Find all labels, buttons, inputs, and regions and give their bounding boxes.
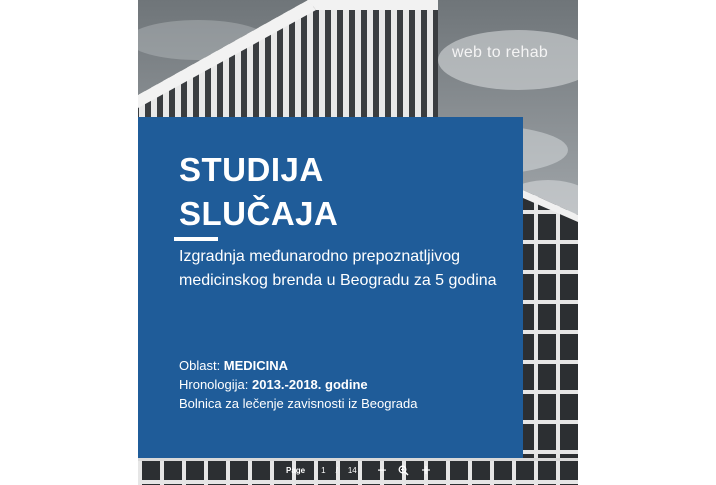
chronology-row (179, 375, 417, 394)
cover-panel (138, 117, 523, 458)
page-separator: / (335, 465, 338, 475)
case-study-meta (179, 356, 417, 413)
zoom-in-button[interactable] (419, 463, 433, 477)
chronology-label: Hronologija: (179, 377, 252, 392)
current-page-input[interactable]: 1 (321, 465, 326, 475)
logo-text-a: web to re (452, 44, 521, 61)
plus-icon (421, 465, 431, 475)
viewer-toolbar (286, 459, 441, 481)
logo-text-b: hab (520, 44, 549, 61)
document-page (138, 0, 578, 485)
title-line-1: STUDIJA (179, 151, 324, 188)
client-name: Bolnica za lečenje zavisnosti iz Beograda (179, 396, 418, 411)
page-subtitle: Izgradnja međunarodno prepoznatljivog medicinskog brenda u Beogradu za 5 godina (179, 248, 497, 289)
title-line-2: SLUČAJA (179, 195, 339, 232)
field-row (179, 356, 417, 375)
field-label: Oblast: (179, 358, 224, 373)
zoom-reset-button[interactable] (397, 463, 411, 477)
field-value: MEDICINA (223, 358, 289, 373)
total-pages: 14 (347, 465, 357, 475)
magnifier-icon (398, 465, 409, 476)
title-underline (174, 237, 218, 241)
brand-logo (452, 44, 548, 62)
zoom-out-button[interactable] (375, 463, 389, 477)
chronology-value: 2013.-2018. godine (252, 377, 368, 392)
page-label: Page (286, 465, 306, 475)
minus-icon (377, 465, 387, 475)
page-title (179, 148, 338, 236)
